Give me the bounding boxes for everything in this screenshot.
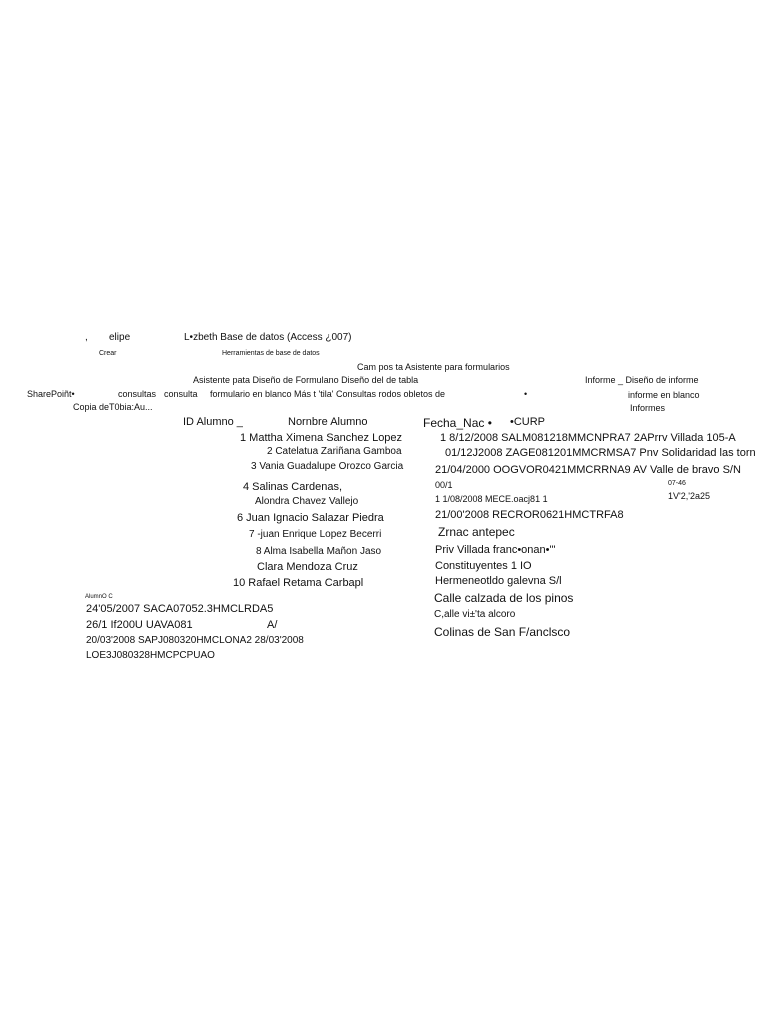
column-header-id[interactable]: ID Alumno _ (183, 416, 243, 428)
window-title: L•zbeth Base de datos (Access ¿007) (184, 332, 352, 343)
quick-access-label[interactable]: elipe (109, 332, 131, 343)
name-cell[interactable]: 1 Mattha Ximena Sanchez Lopez (240, 432, 403, 444)
record-cell[interactable]: 21/00'2008 RECROR0621HMCTRFA8 (435, 509, 624, 521)
column-header-curp[interactable]: •CURP (510, 416, 546, 428)
tab-crear[interactable]: Crear (99, 350, 117, 357)
column-header-nombre[interactable]: Nornbre Alumno (288, 416, 368, 428)
side-note: 1V'2,'2a25 (668, 491, 710, 501)
name-cell[interactable]: 10 Rafael Retama Carbapl (233, 577, 364, 589)
ribbon-command-line-2[interactable]: Asistente pata Diseño de Formulano Diseño del de tabla (193, 375, 419, 385)
record-cell[interactable]: C,alle vi±'ta alcoro (434, 609, 516, 620)
informe-en-blanco-button[interactable]: informe en blanco (628, 390, 700, 400)
consulta-button[interactable]: consulta (164, 389, 198, 399)
record-cell[interactable]: 1 1/08/2008 MECE.oacj81 1 (435, 494, 548, 504)
record-cell[interactable]: 21/04/2000 OOGVOR0421MMCRRNA9 AV Valle de bravo S/N (435, 464, 741, 476)
name-cell[interactable]: 8 Alma Isabella Mañon Jaso (256, 546, 382, 557)
consultas-button[interactable]: consultas (118, 389, 157, 399)
lower-record-line[interactable]: 20/03'2008 SAPJ080320HMCLONA2 28/03'2008 (86, 635, 304, 646)
name-cell[interactable]: 3 Vania Guadalupe Orozco Garcia (251, 461, 404, 472)
lower-record-line[interactable]: LOE3J080328HMCPCPUAO (86, 650, 215, 661)
record-cell[interactable]: 01/12J2008 ZAGE081201MMCRMSA7 Pnv Solidaridad las torn (445, 447, 756, 459)
record-cell[interactable]: 00/1 (435, 480, 453, 490)
name-cell[interactable]: 6 Juan Ignacio Salazar Piedra (237, 512, 384, 524)
record-cell[interactable]: 1 8/12/2008 SALM081218MMCNPRA7 2APrrv Villada 105-A (440, 432, 736, 444)
lower-record-line[interactable]: 24'05/2007 SACA07052.3HMCLRDA5 (86, 603, 274, 615)
informes-group-label: Informes (630, 403, 666, 413)
record-cell[interactable]: Priv Villada franc•onan•"' (435, 544, 556, 556)
tab-herramientas-base-datos[interactable]: Herramientas de base de datos (222, 350, 320, 357)
informe-design-button[interactable]: Informe _ Diseño de informe (585, 375, 699, 385)
ribbon-command-line-3[interactable]: formulario en blanco Más t 'tila' Consultas rodos obletos de (210, 389, 446, 399)
record-cell[interactable]: Calle calzada de los pinos (434, 591, 574, 605)
side-note: 07-46 (668, 480, 686, 487)
quick-access-separator: , (85, 332, 88, 343)
name-cell[interactable]: Alondra Chavez Vallejo (255, 496, 359, 507)
name-cell[interactable]: 2 Catelatua Zariñana Gamboa (267, 446, 402, 457)
record-cell[interactable]: Zrnac antepec (438, 525, 515, 539)
column-header-fecha[interactable]: Fecha_Nac • (423, 416, 492, 430)
record-cell[interactable]: Hermeneotldo galevna S/l (435, 575, 562, 587)
sharepoint-button[interactable]: SharePoiñt• (27, 389, 75, 399)
lower-record-line[interactable]: A/ (267, 619, 278, 631)
alumno-form-label: AlumnO C (85, 594, 113, 600)
name-cell[interactable]: 4 Salinas Cardenas, (243, 481, 343, 493)
record-cell[interactable]: Constituyentes 1 IO (435, 560, 532, 572)
record-cell[interactable]: Colinas de San F/anclsco (434, 625, 571, 639)
name-cell[interactable]: 7 -juan Enrique Lopez Becerri (249, 529, 382, 540)
bullet-mark: • (524, 389, 528, 399)
copia-tabla-label: Copia deT0bia:Au... (73, 402, 153, 412)
lower-record-line[interactable]: 26/1 If200U UAVA081 (86, 619, 193, 631)
name-cell[interactable]: Clara Mendoza Cruz (257, 561, 358, 573)
ribbon-command-line-1[interactable]: Cam pos ta Asistente para formularios (357, 362, 510, 372)
